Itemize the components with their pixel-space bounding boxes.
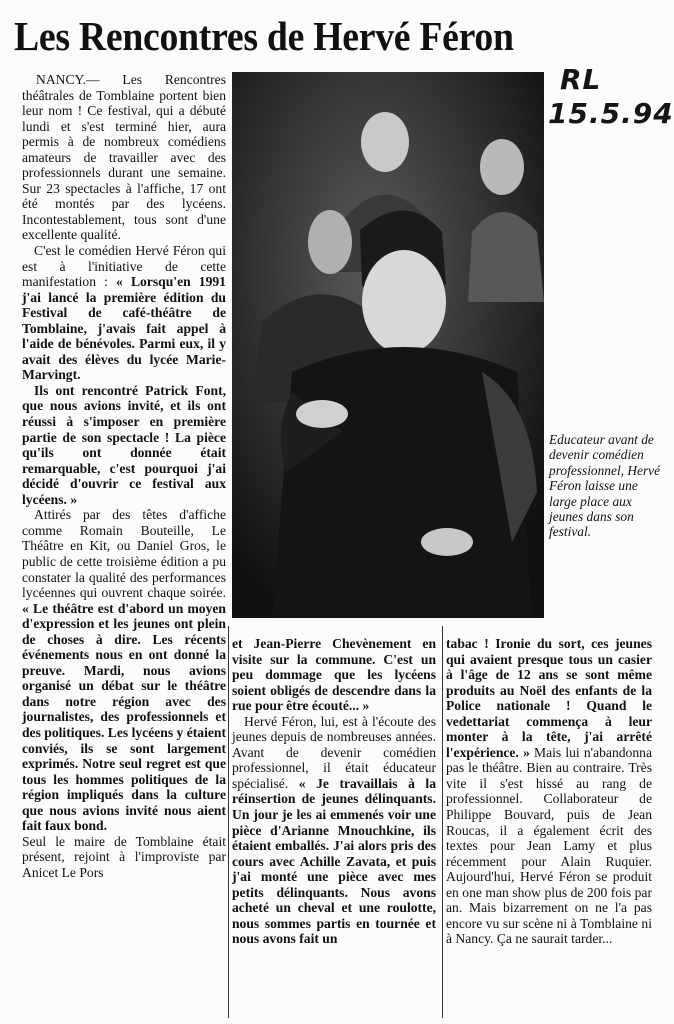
paragraph-text: Hervé Féron, lui, est à l'écoute des jeunes depuis de nombreuses années. Avant de devenir comédien professionnel, il était éducateur spécialisé.	[232, 713, 436, 791]
article-column-3	[446, 636, 652, 947]
quote-text: tabac ! Ironie du sort, ces jeunes qui avaient presque tous un casier à l'âge de 12 ans se sont même produits au Noël des enfants de la Police nationale ! Quand le vedettariat commença à leur monter à la tête, j'ai arrêté l'expérience. »	[446, 636, 652, 760]
column-divider	[228, 626, 229, 1018]
photo-image	[232, 72, 544, 618]
quote-text: « Je travaillais à la réinsertion de jeunes délinquants. Un jour je les ai emmenés voir une pièce d'Arianne Mnouchkine, ils étaient emballés. J'ai alors pris des cours avec Achille Zavata, et puis j'ai monté une pièce avec mes petits délinquants. Nous avons acheté un cheval et une roulotte, nous sommes partis en tournée et nous avons fait un	[232, 775, 436, 947]
paragraph: et Jean-Pierre Chevènement en visite sur la commune. C'est un peu dommage que les lycéens soient obligés de descendre dans la rue pour être écouté... »	[232, 636, 436, 714]
column-divider	[442, 626, 443, 1018]
paragraph-text: C'est le comédien Hervé Féron qui est à l'initiative de cette manifestation :	[22, 243, 226, 290]
paragraph	[22, 72, 226, 243]
article-photo	[232, 72, 544, 618]
dateline: NANCY.—	[36, 72, 100, 87]
article-column-2	[232, 636, 436, 947]
paragraph	[22, 507, 226, 833]
handwritten-source: RL	[560, 63, 602, 96]
paragraph: Ils ont rencontré Patrick Font, que nous avions invité, et ils ont réussi à s'imposer en première partie de son spectacle ! La pièce qu'ils ont donnée était remarquable, c'est pourquoi j'ai décidé d'ouvrir ce festival aux lycéens. »	[22, 382, 226, 507]
headline: Les Rencontres de Hervé Féron	[14, 13, 514, 59]
photo-caption: Educateur avant de devenir comédien professionnel, Hervé Féron laisse une large place aux jeunes dans son festival.	[549, 432, 661, 540]
quote-text: « Le théâtre est d'abord un moyen d'expression et les jeunes ont plein de choses à dire. Les récents événements nous en ont donné la preuve. Mardi, nous avions organisé un débat sur le théâtre dans notre région avec des journalistes, des professionnels et des politiques. Les lycéens y étaient conviés, ils se sont largement exprimés. Notre seul regret est que tous les hommes politiques de la région impliqués dans la culture que nous avions invité nous aient fait faux bond.	[22, 600, 226, 834]
paragraph-text: Mais lui n'abandonna pas le théâtre. Bien au contraire. Très vite il s'est hissé au rang de professionnel. Collaborateur de Philippe Bouvard, puis de Jean Roucas, il a également écrit des textes pour Jean Lamy et plus récemment pour Alain Ruquier. Aujourd'hui, Hervé Féron se produit en one man show plus de 200 fois par an. Mais bizarrement on ne l'a pas encore vu sur scène ni à Tomblaine ni à Nancy. Ça ne saurait tarder...	[446, 744, 652, 947]
paragraph	[232, 714, 436, 947]
paragraph: Seul le maire de Tomblaine était présent, rejoint à l'improviste par Anicet Le Pors	[22, 833, 226, 880]
handwritten-date: 15.5.94	[548, 97, 674, 130]
paragraph-text: Attirés par des têtes d'affiche comme Romain Bouteille, Le Théâtre en Kit, ou Daniel Gros, le public de cette troisième édition a pu constater la qualité des performances lycéennes qui ouvrent chaque soirée.	[22, 507, 226, 601]
quote-text: « Lorsqu'en 1991 j'ai lancé la première édition du Festival de café-théâtre de Tomblaine, j'avais fait appel à l'aide de bénévoles. Parmi eux, il y avait des élèves du lycée Marie-Marvingt.	[22, 274, 226, 383]
paragraph-text: Les Rencontres théâtrales de Tomblaine portent bien leur nom ! Ce festival, qui a débuté lundi et s'est terminé hier, aura permis à de nombreux comédiens amateurs de travailler avec des professionnels durant une semaine. Sur 23 spectacles à l'affiche, 17 ont été montés par des lycéens. Incontestablement, tous sont d'une excellente qualité.	[22, 72, 226, 243]
paragraph	[446, 636, 652, 947]
article-column-1	[22, 72, 226, 880]
paragraph	[22, 243, 226, 383]
